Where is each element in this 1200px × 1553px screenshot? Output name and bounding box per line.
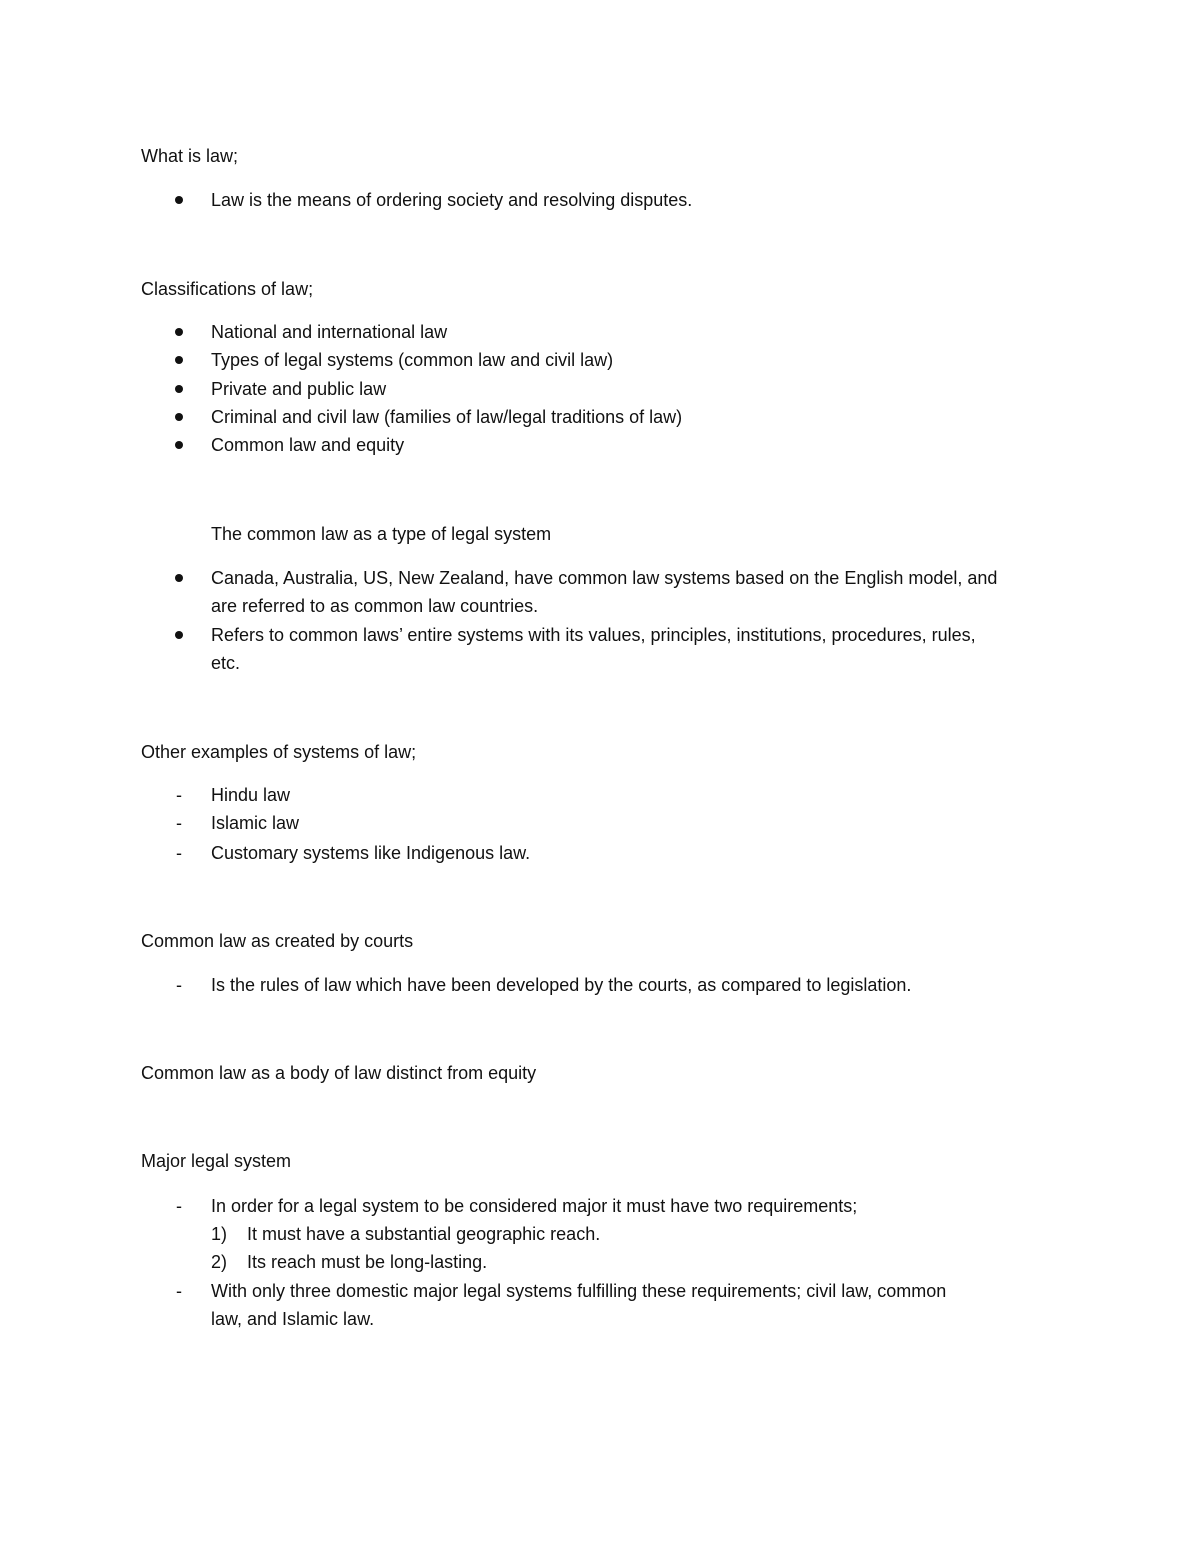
bullet-icon bbox=[175, 441, 183, 449]
list-item: Law is the means of ordering society and resolving disputes. bbox=[211, 190, 693, 210]
dash-marker: - bbox=[176, 975, 182, 995]
bullet-icon bbox=[175, 196, 183, 204]
bullet-icon bbox=[175, 356, 183, 364]
list-item: Criminal and civil law (families of law/legal traditions of law) bbox=[211, 407, 683, 427]
bullet-icon bbox=[175, 385, 183, 393]
heading-created-by-courts: Common law as created by courts bbox=[141, 931, 414, 951]
list-number: 2) bbox=[211, 1252, 228, 1272]
dash-marker: - bbox=[176, 843, 182, 863]
list-item: Islamic law bbox=[211, 813, 300, 833]
list-item: Is the rules of law which have been developed by the courts, as compared to legislation. bbox=[211, 975, 912, 995]
bullet-icon bbox=[175, 574, 183, 582]
numbered-item: It must have a substantial geographic reach. bbox=[247, 1224, 601, 1244]
dash-marker: - bbox=[176, 813, 182, 833]
dash-marker: - bbox=[176, 1281, 182, 1301]
heading-major-legal-system: Major legal system bbox=[141, 1151, 292, 1171]
heading-distinct-from-equity: Common law as a body of law distinct from equity bbox=[141, 1063, 537, 1083]
dash-marker: - bbox=[176, 785, 182, 805]
list-item-line: Canada, Australia, US, New Zealand, have common law systems based on the English model, and bbox=[211, 568, 998, 588]
heading-classifications: Classifications of law; bbox=[141, 279, 314, 299]
numbered-item: Its reach must be long-lasting. bbox=[247, 1252, 488, 1272]
list-item-line: Refers to common laws’ entire systems with its values, principles, institutions, procedures, rules, bbox=[211, 625, 976, 645]
list-item: In order for a legal system to be considered major it must have two requirements; bbox=[211, 1196, 858, 1216]
list-item: National and international law bbox=[211, 322, 448, 342]
bullet-icon bbox=[175, 328, 183, 336]
list-item-line: etc. bbox=[211, 653, 241, 673]
heading-common-law-type: The common law as a type of legal system bbox=[211, 524, 552, 544]
list-item-line: With only three domestic major legal systems fulfilling these requirements; civil law, common bbox=[211, 1281, 947, 1301]
dash-marker: - bbox=[176, 1196, 182, 1216]
list-item: Customary systems like Indigenous law. bbox=[211, 843, 531, 863]
heading-other-examples: Other examples of systems of law; bbox=[141, 742, 417, 762]
bullet-icon bbox=[175, 631, 183, 639]
heading-what-is-law: What is law; bbox=[141, 146, 239, 166]
bullet-icon bbox=[175, 413, 183, 421]
list-number: 1) bbox=[211, 1224, 228, 1244]
list-item-line: law, and Islamic law. bbox=[211, 1309, 375, 1329]
list-item: Hindu law bbox=[211, 785, 291, 805]
list-item: Common law and equity bbox=[211, 435, 405, 455]
list-item: Types of legal systems (common law and civil law) bbox=[211, 350, 614, 370]
list-item-line: are referred to as common law countries. bbox=[211, 596, 539, 616]
list-item: Private and public law bbox=[211, 379, 387, 399]
